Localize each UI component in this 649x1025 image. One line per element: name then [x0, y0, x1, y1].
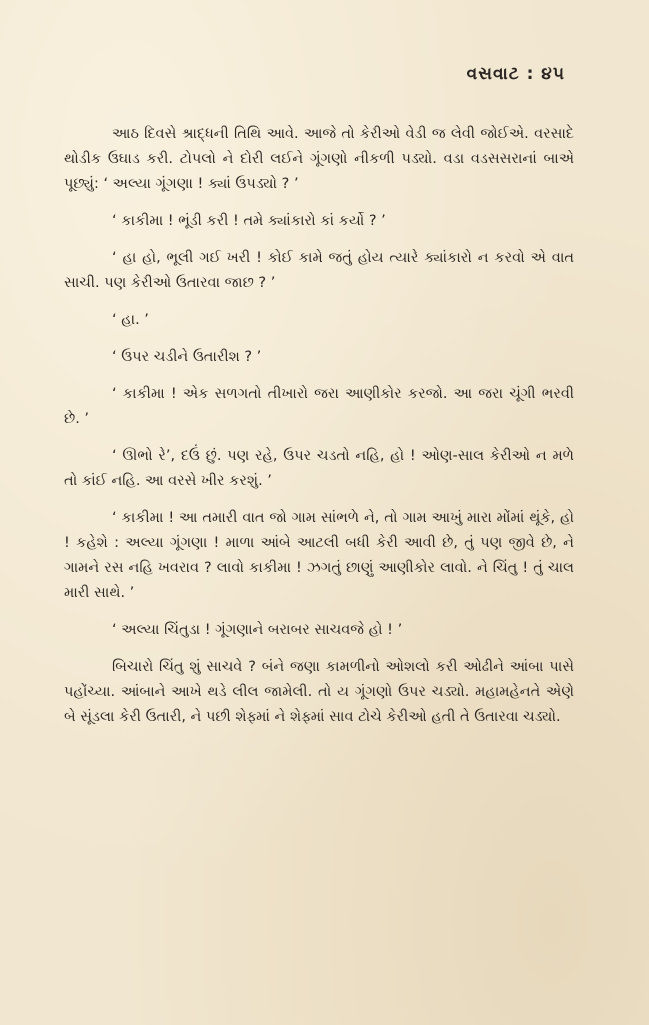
body-text [64, 122, 574, 742]
paragraph: ‘ ઉપર ચડીને ઉતારીશ ? ’ [112, 349, 262, 365]
paragraph: ‘ હા. ’ [112, 312, 149, 328]
paragraph: ‘ કાકીમા ! આ તમારી વાત જો ગામ સાંભળે ને, તો ગામ આખું મારા મોંમાં થૂંકે, હો ! કહેશે : અલ્યા ગૂંગણા ! માળા આંબે આટલી બધી કેરી આવી છે, તું પણ જીવે છે, ને ગામને રસ નહિ ખવરાવ ? લાવો કાકીમા ! ઝગતું છાણું આણીકોર લાવો. ને ચિંતુ ! તું ચાલ મારી સાથે. ’ [64, 510, 574, 601]
paragraph: ‘ હા હો, ભૂલી ગઈ ખરી ! કોઈ કામે જતું હોય ત્યારે ક્યાંકારો ન કરવો એ વાત સાચી. પણ કેરીઓ ઉતારવા જાછ ? ’ [64, 250, 574, 291]
paragraph: આઠ દિવસે શ્રાદ્ધની તિથિ આવે. આજે તો કેરીઓ વેડી જ લેવી જોઈએ. વરસાદે થોડીક ઉઘાડ કરી. ટોપલો ને દોરી લઈને ગૂંગણો નીકળી પડ્યો. વડા વડસસરાનાં બાએ પૂછ્યું: ‘ અલ્યા ગૂંગણા ! ક્યાં ઉપડ્યો ? ’ [64, 126, 574, 192]
paragraph: ‘ ઊભો રે’, દઉં છું. પણ રહે, ઉપર ચડતો નહિ, હો ! ઓણ-સાલ કેરીઓ ન મળે તો કાંઈ નહિ. આ વરસે ખીર કરશું. ’ [64, 448, 574, 489]
paragraph: ‘ કાકીમા ! એક સળગતો તીખારો જરા આણીકોર કરજો. આ જરા ચૂંગી ભરવી છે. ’ [64, 386, 574, 427]
paragraph: બિચારો ચિંતુ શું સાચવે ? બંને જણા કામળીનો ઓશલો કરી ઓઢીને આંબા પાસે પહોંચ્યા. આંબાને આખે થડે લીલ જામેલી. તો ય ગૂંગણો ઉપર ચડ્યો. મહામહેનતે એણે બે સૂંડલા કેરી ઉતારી, ને પછી શેફ્માં ને શેફ્માં સાવ ટોચે કેરીઓ હતી તે ઉતારવા ચડ્યો. [64, 659, 574, 725]
paragraph: ‘ અલ્યા ચિંતુડા ! ગૂંગણાને બરાબર સાચવજે હો ! ’ [112, 622, 403, 638]
paragraph: ‘ કાકીમા ! ભૂંડી કરી ! તમે ક્યાંકારો કાં કર્યો ? ’ [112, 213, 386, 229]
running-header: વસવાટ : ૪૫ [466, 64, 565, 84]
